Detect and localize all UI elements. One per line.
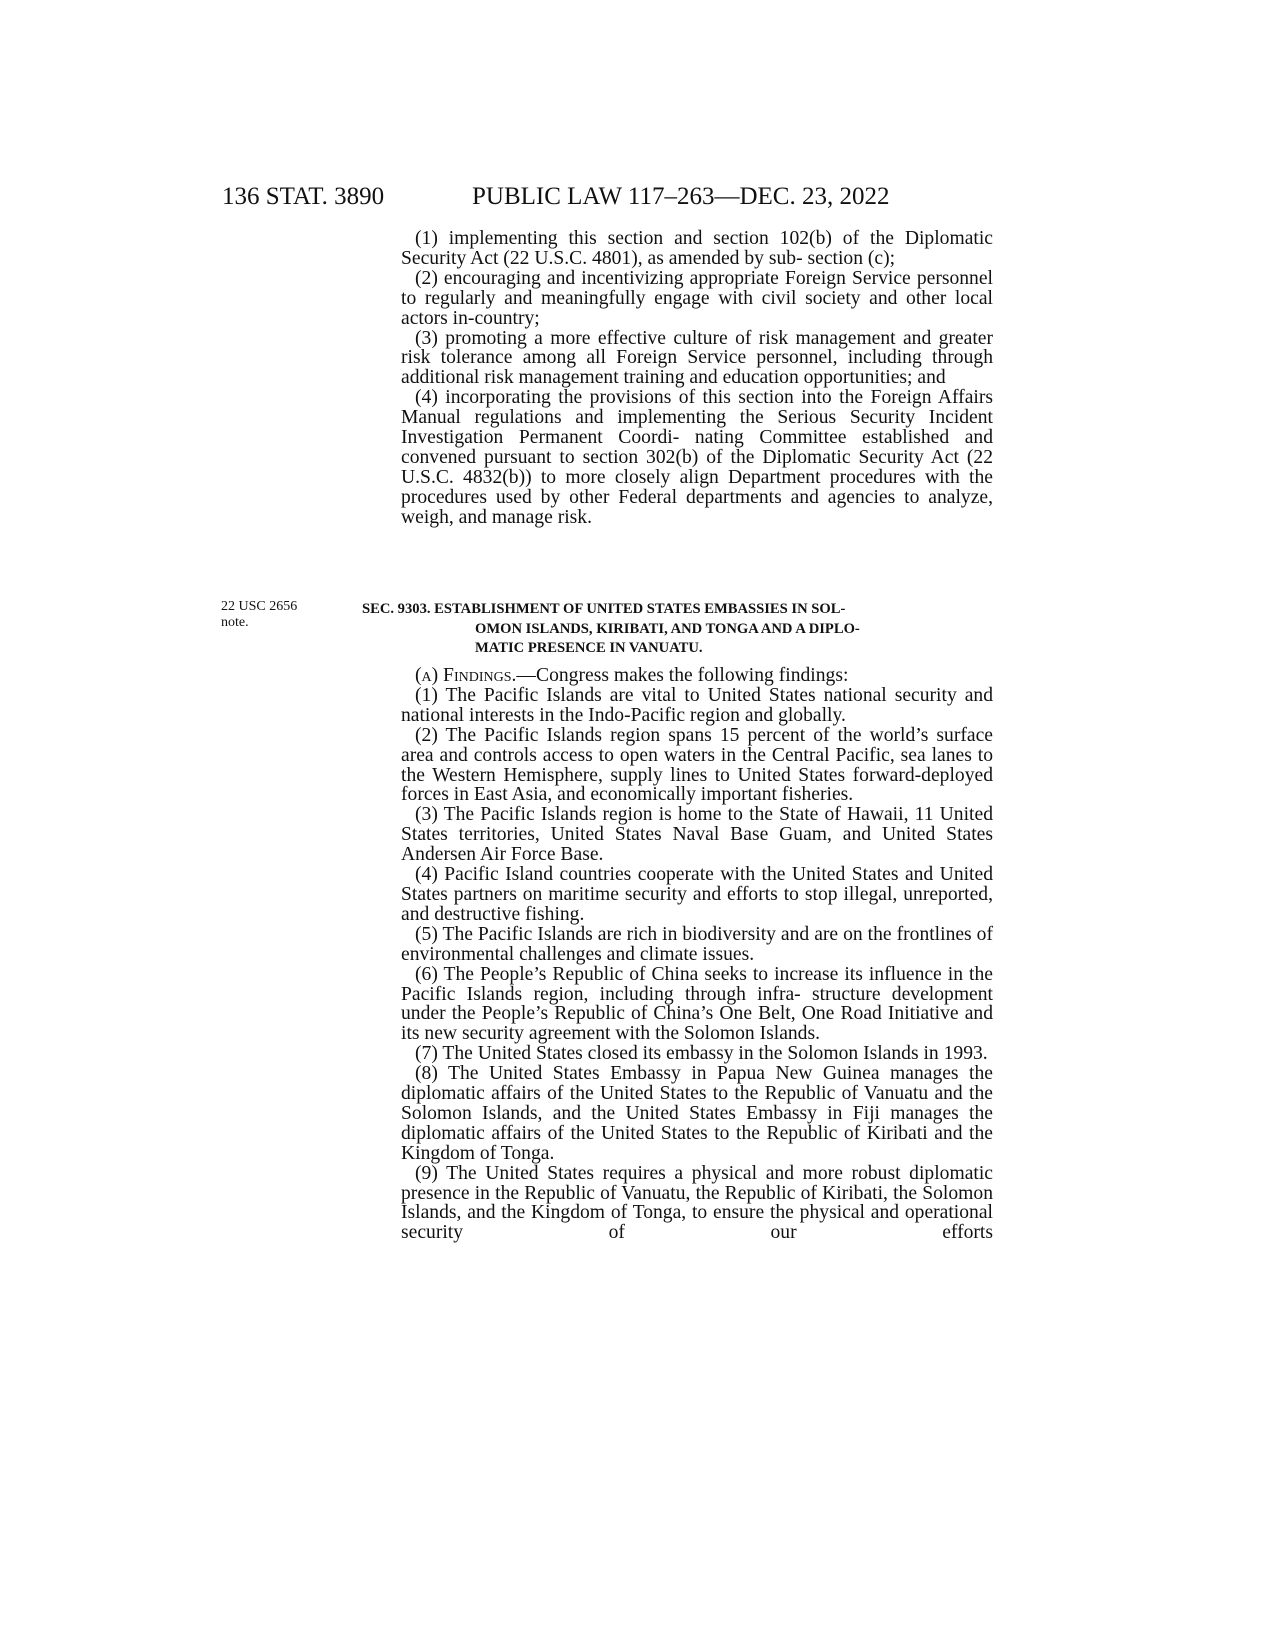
finding-item: (5) The Pacific Islands are rich in biodiversity and are on the frontlines of environmental challenges and climate issues. xyxy=(401,923,993,965)
findings-intro-text: .—Congress makes the following findings: xyxy=(511,665,849,686)
section-heading xyxy=(362,600,993,659)
list-item: (1) implementing this section and section 102(b) of the Diplomatic Security Act (22 U.S.C. 4801), as amended by sub- section (c); xyxy=(401,228,993,269)
finding-item: (1) The Pacific Islands are vital to United States national security and national interests in the Indo-Pacific region and globally. xyxy=(401,684,993,726)
findings-list xyxy=(401,666,993,1243)
finding-item: (9) The United States requires a physical and more robust diplomatic presence in the Republic of Vanuatu, the Republic of Kiribati, the Solomon Islands, and the Kingdom of Tonga, to ensure the physical and operational security of our efforts xyxy=(401,1162,993,1244)
list-item: (2) encouraging and incentivizing appropriate Foreign Service personnel to regularly and meaningfully engage with civil society and other local actors in-country; xyxy=(401,267,993,329)
finding-item: (7) The United States closed its embassy in the Solomon Islands in 1993. xyxy=(415,1043,988,1065)
section-heading-line: MATIC PRESENCE IN VANUATU. xyxy=(475,640,703,656)
page-stat-citation: 136 STAT. 3890 xyxy=(222,183,385,210)
margin-note xyxy=(221,599,297,631)
continued-list xyxy=(401,229,993,528)
finding-item: (4) Pacific Island countries cooperate with the United States and United States partners on maritime security and efforts to stop illegal, unreported, and destructive fishing. xyxy=(401,864,993,925)
section-heading-line: OMON ISLANDS, KIRIBATI, AND TONGA AND A DIPLO- xyxy=(475,620,860,637)
finding-item: (8) The United States Embassy in Papua New Guinea manages the diplomatic affairs of the United States to the Republic of Vanuatu and the Solomon Islands, and the United States Embassy in Fiji manages the diplomatic affairs of the United States to the Republic of Kiribati and the Kingdom of Tonga. xyxy=(401,1063,993,1164)
running-head: PUBLIC LAW 117–263—DEC. 23, 2022 xyxy=(472,183,890,210)
findings-intro xyxy=(401,666,993,686)
list-item: (4) incorporating the provisions of this section into the Foreign Affairs Manual regulations and implementing the Serious Security Incident Investigation Permanent Coordi- nating Committee established and convened pursuant to section 302(b) of the Diplomatic Security Act (22 U.S.C. 4832(b)) to more closely align Department procedures with the procedures used by other Federal departments and agencies to analyze, weigh, and manage risk. xyxy=(401,387,993,528)
section-heading-line: SEC. 9303. ESTABLISHMENT OF UNITED STATES EMBASSIES IN SOL- xyxy=(362,601,846,617)
margin-note-line: note. xyxy=(221,615,249,630)
margin-note-line: 22 USC 2656 xyxy=(221,599,298,614)
finding-item: (3) The Pacific Islands region is home to the State of Hawaii, 11 United States territories, United States Naval Base Guam, and United States Andersen Air Force Base. xyxy=(401,804,993,866)
list-item: (3) promoting a more effective culture of risk management and greater risk tolerance among all Foreign Service personnel, including through additional risk management training and education opportunities; and xyxy=(401,327,993,389)
findings-label: (a) Findings xyxy=(415,665,512,686)
finding-item: (2) The Pacific Islands region spans 15 percent of the world’s surface area and controls access to open waters in the Central Pacific, sea lanes to the Western Hemisphere, supply lines to United States forward-deployed forces in East Asia, and economically important fisheries. xyxy=(401,724,993,806)
finding-item: (6) The People’s Republic of China seeks to increase its influence in the Pacific Islands region, including through infra- structure development under the People’s Republic of China’s One Belt, One Road Initiative and its new security agreement with the Solomon Islands. xyxy=(401,963,993,1045)
